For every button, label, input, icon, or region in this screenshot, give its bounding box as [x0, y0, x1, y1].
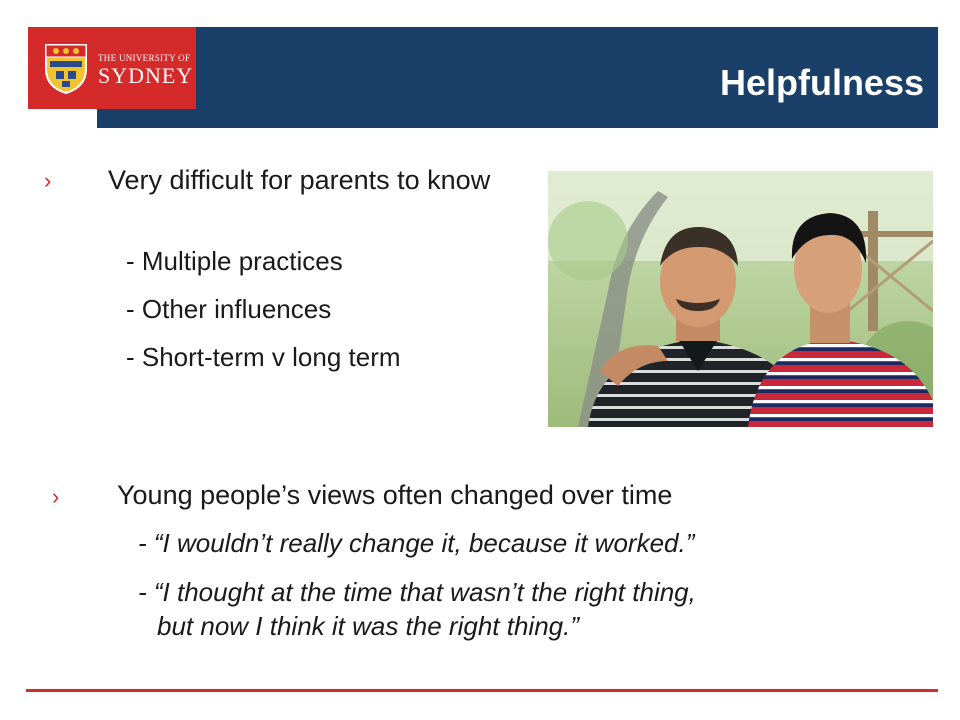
- page-title: Helpfulness: [719, 62, 924, 103]
- bullet-marker-icon: ›: [52, 484, 60, 509]
- bullet-2-quote-2-line-1: - “I thought at the time that wasn’t the right thing,: [138, 577, 696, 607]
- bullet-1-text: Very difficult for parents to know: [108, 165, 491, 195]
- bullet-1-sub-3: - Short-term v long term: [126, 342, 401, 372]
- footer-divider: [26, 689, 938, 692]
- university-logo: [28, 27, 196, 109]
- bullet-1-sub-1: - Multiple practices: [126, 246, 343, 276]
- bullet-2-text: Young people’s views often changed over time: [117, 480, 673, 510]
- bullet-marker-icon: ›: [44, 168, 52, 193]
- logo-line2: SYDNEY: [98, 63, 194, 88]
- logo-line1: THE UNIVERSITY OF: [98, 53, 191, 63]
- bullet-2-quote-2-line-2: but now I think it was the right thing.”: [157, 611, 579, 641]
- crest-icon: [42, 41, 90, 95]
- photo-father-and-son: [548, 171, 933, 427]
- bullet-2-quote-1: - “I wouldn’t really change it, because it worked.”: [138, 528, 695, 558]
- bullet-1-sub-2: - Other influences: [126, 294, 332, 324]
